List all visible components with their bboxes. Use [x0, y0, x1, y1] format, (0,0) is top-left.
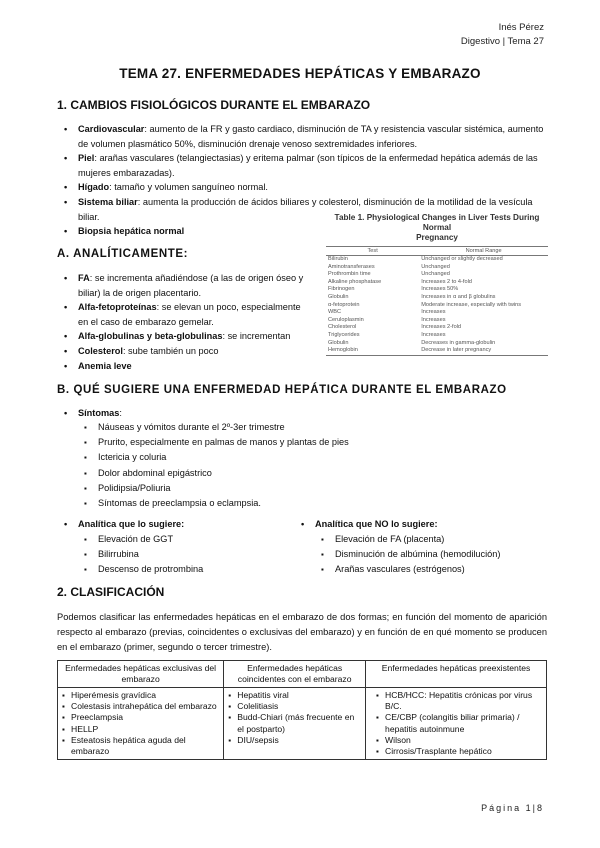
author-name: Inés Pérez — [498, 22, 544, 33]
list-item: ▪ Arañas vasculares (estrógenos) — [320, 562, 550, 577]
page-number: Página 1|8 — [481, 803, 544, 813]
list-item: • Sistema biliar: aumenta la producción de ácidos biliares y colesterol, disminución de la motilidad de la vesícula biliar. — [63, 195, 549, 224]
phys-col-test: Test — [326, 247, 419, 256]
col-header: Enfermedades hepáticas preexistentes — [366, 661, 547, 688]
phys-test-cell: Aminotransferases — [328, 263, 375, 270]
list-item: ▪ Náuseas y vómitos durante el 2º-3er trimestre — [83, 420, 523, 435]
list-item: • Alfa-globulinas y beta-globulinas: se incrementan — [63, 329, 305, 344]
not-suggests-block — [300, 517, 550, 532]
list-item: • FA: se incrementa añadiéndose (a las de origen óseo y biliar) la de origen placentario. — [63, 271, 305, 300]
phys-test-cell: Cholesterol — [328, 324, 357, 331]
table-row — [326, 309, 548, 317]
list-item: ▪ Colelitiasis — [228, 701, 361, 712]
table-cell — [224, 688, 366, 760]
phys-test-cell: Globulin — [328, 339, 349, 346]
phys-table-title: Table 1. Physiological Changes in Liver Tests During Normal Pregnancy — [334, 213, 540, 242]
classification-table — [57, 660, 547, 760]
col-header: Enfermedades hepáticas coincidentes con el embarazo — [224, 661, 366, 688]
list-item: • Hígado: tamaño y volumen sanguíneo normal. — [63, 180, 549, 195]
phys-test-cell: WBC — [328, 309, 342, 316]
symptoms-block — [63, 406, 543, 421]
list-item: ▪ Síntomas de preeclampsia o eclampsia. — [83, 496, 523, 511]
table-row — [326, 264, 548, 272]
table-row — [326, 317, 548, 325]
phys-range-cell: Moderate increase, especially with twins — [421, 301, 522, 308]
phys-range-cell: Decreases in gamma-globulin — [421, 339, 496, 346]
list-item: ▪ Wilson — [376, 735, 542, 746]
phys-test-cell: Triglycerides — [328, 331, 360, 338]
table-row — [326, 340, 548, 348]
table-cell — [58, 688, 224, 760]
phys-range-cell: Unchanged — [421, 271, 450, 278]
table-row — [326, 286, 548, 294]
list-item: ▪ HCB/HCC: Hepatitis crónicas por virus B/C. — [376, 690, 542, 712]
phys-range-cell: Decrease in later pregnancy — [419, 347, 548, 355]
list-item: ▪ Prurito, especialmente en palmas de manos y plantas de pies — [83, 435, 523, 450]
list-item: ▪ Elevación de GGT — [83, 532, 283, 547]
suggests-list — [83, 532, 283, 578]
table-row — [326, 294, 548, 302]
phys-test-cell: Bilirubin — [328, 256, 348, 262]
list-item: • Alfa-fetoproteínas: se elevan un poco, especialmente en el caso de embarazo gemelar. — [63, 300, 305, 329]
list-item: • Analítica que lo sugiere: — [63, 517, 283, 532]
section-a-list — [63, 271, 305, 373]
list-item: ▪ Preeclampsia — [62, 712, 219, 723]
phys-col-range: Normal Range — [419, 247, 548, 256]
list-item: • Piel: arañas vasculares (telangiectasias) y eritema palmar (son típicos de la enfermedad hepática además de las mujeres embarazadas). — [63, 151, 549, 180]
table-row — [326, 324, 548, 332]
list-item: ▪ Dolor abdominal epigástrico — [83, 466, 523, 481]
phys-range-cell: Increases — [421, 331, 446, 338]
not-suggests-list — [320, 532, 550, 578]
phys-test-cell: α-fetoprotein — [328, 301, 360, 308]
col-header: Enfermedades hepáticas exclusivas del embarazo — [58, 661, 224, 688]
list-item: ▪ Hiperémesis gravídica — [62, 690, 219, 701]
table-row — [326, 279, 548, 287]
phys-range-cell: Increases 2 to 4-fold — [421, 278, 472, 285]
list-item: ▪ Esteatosis hepática aguda del embarazo — [62, 735, 219, 757]
list-item: ▪ Ictericia y coluria — [83, 450, 523, 465]
list-item: • Colesterol: sube también un poco — [63, 344, 305, 359]
list-item: ▪ Descenso de protrombina — [83, 562, 283, 577]
list-item: ▪ DIU/sepsis — [228, 735, 361, 746]
list-item: ▪ Polidipsia/Poliuria — [83, 481, 523, 496]
phys-test-cell: Prothrombin time — [328, 271, 371, 278]
phys-range-cell: Increases 2-fold — [421, 324, 462, 331]
section-2-heading: 2. CLASIFICACIÓN — [57, 585, 165, 599]
list-item: ▪ Bilirrubina — [83, 547, 283, 562]
list-item: ▪ Disminución de albúmina (hemodilución) — [320, 547, 550, 562]
phys-test-cell: Globulin — [328, 293, 349, 300]
symptoms-list — [83, 420, 523, 511]
table-row — [326, 256, 548, 264]
table-cell — [366, 688, 547, 760]
table-row — [326, 332, 548, 340]
section-a-heading: A. ANALÍTICAMENTE: — [57, 248, 189, 260]
list-item: • Síntomas: — [63, 406, 543, 421]
list-item: ▪ Hepatitis viral — [228, 690, 361, 701]
list-item: • Biopsia hepática normal — [63, 224, 549, 239]
list-item: ▪ CE/CBP (colangitis biliar primaria) / hepatitis autoinmune — [376, 712, 542, 734]
phys-range-cell: Unchanged or slightly decreased — [421, 256, 503, 262]
list-item: ▪ Elevación de FA (placenta) — [320, 532, 550, 547]
course-label: Digestivo | Tema 27 — [460, 36, 544, 47]
section-b-heading: B. QUÉ SUGIERE UNA ENFERMEDAD HEPÁTICA DURANTE EL EMBARAZO — [57, 384, 507, 396]
phys-range-cell: Unchanged — [421, 263, 450, 270]
section-1-heading: 1. CAMBIOS FISIOLÓGICOS DURANTE EL EMBARAZO — [57, 98, 371, 112]
phys-test-cell: Ceruloplasmin — [328, 316, 364, 323]
list-item: ▪ Budd-Chiari (más frecuente en el postparto) — [228, 712, 361, 734]
list-item: • Analítica que NO lo sugiere: — [300, 517, 550, 532]
list-item: ▪ HELLP — [62, 724, 219, 735]
suggests-block — [63, 517, 283, 532]
phys-range-cell: Increases — [421, 316, 446, 323]
page-title: TEMA 27. ENFERMEDADES HEPÁTICAS Y EMBARAZO — [119, 66, 481, 81]
list-item: • Anemia leve — [63, 359, 305, 374]
table-row — [326, 347, 548, 355]
table-row — [326, 302, 548, 310]
list-item: • Cardiovascular: aumento de la FR y gasto cardiaco, disminución de TA y resistencia vascular sistémica, aumento de volumen plasmático 50%, disminución drenaje venoso sextremidades inferiores. — [63, 122, 549, 151]
classification-paragraph: Podemos clasificar las enfermedades hepáticas en el embarazo de dos formas; en función del momento de aparición respecto al embarazo (previas, coincidentes o exclusivas del embarazo) y en función de en qué momento se producen en el embarazo (primer, segundo o tercer trimestre). — [57, 612, 547, 652]
table-row — [326, 271, 548, 279]
phys-range-cell: Increases 50% — [421, 286, 459, 293]
list-item: ▪ Cirrosis/Trasplante hepático — [376, 746, 542, 757]
page-header — [461, 21, 544, 49]
phys-test-cell: Hemoglobin — [326, 347, 419, 355]
phys-test-cell: Fibrinogen — [328, 286, 355, 293]
phys-range-cell: Increases — [421, 309, 446, 316]
phys-range-cell: Increases in α and β globulins — [421, 293, 496, 300]
list-item: ▪ Colestasis intrahepática del embarazo — [62, 701, 219, 712]
phys-test-cell: Alkaline phosphatase — [328, 278, 382, 285]
physiological-changes-table — [326, 213, 548, 356]
